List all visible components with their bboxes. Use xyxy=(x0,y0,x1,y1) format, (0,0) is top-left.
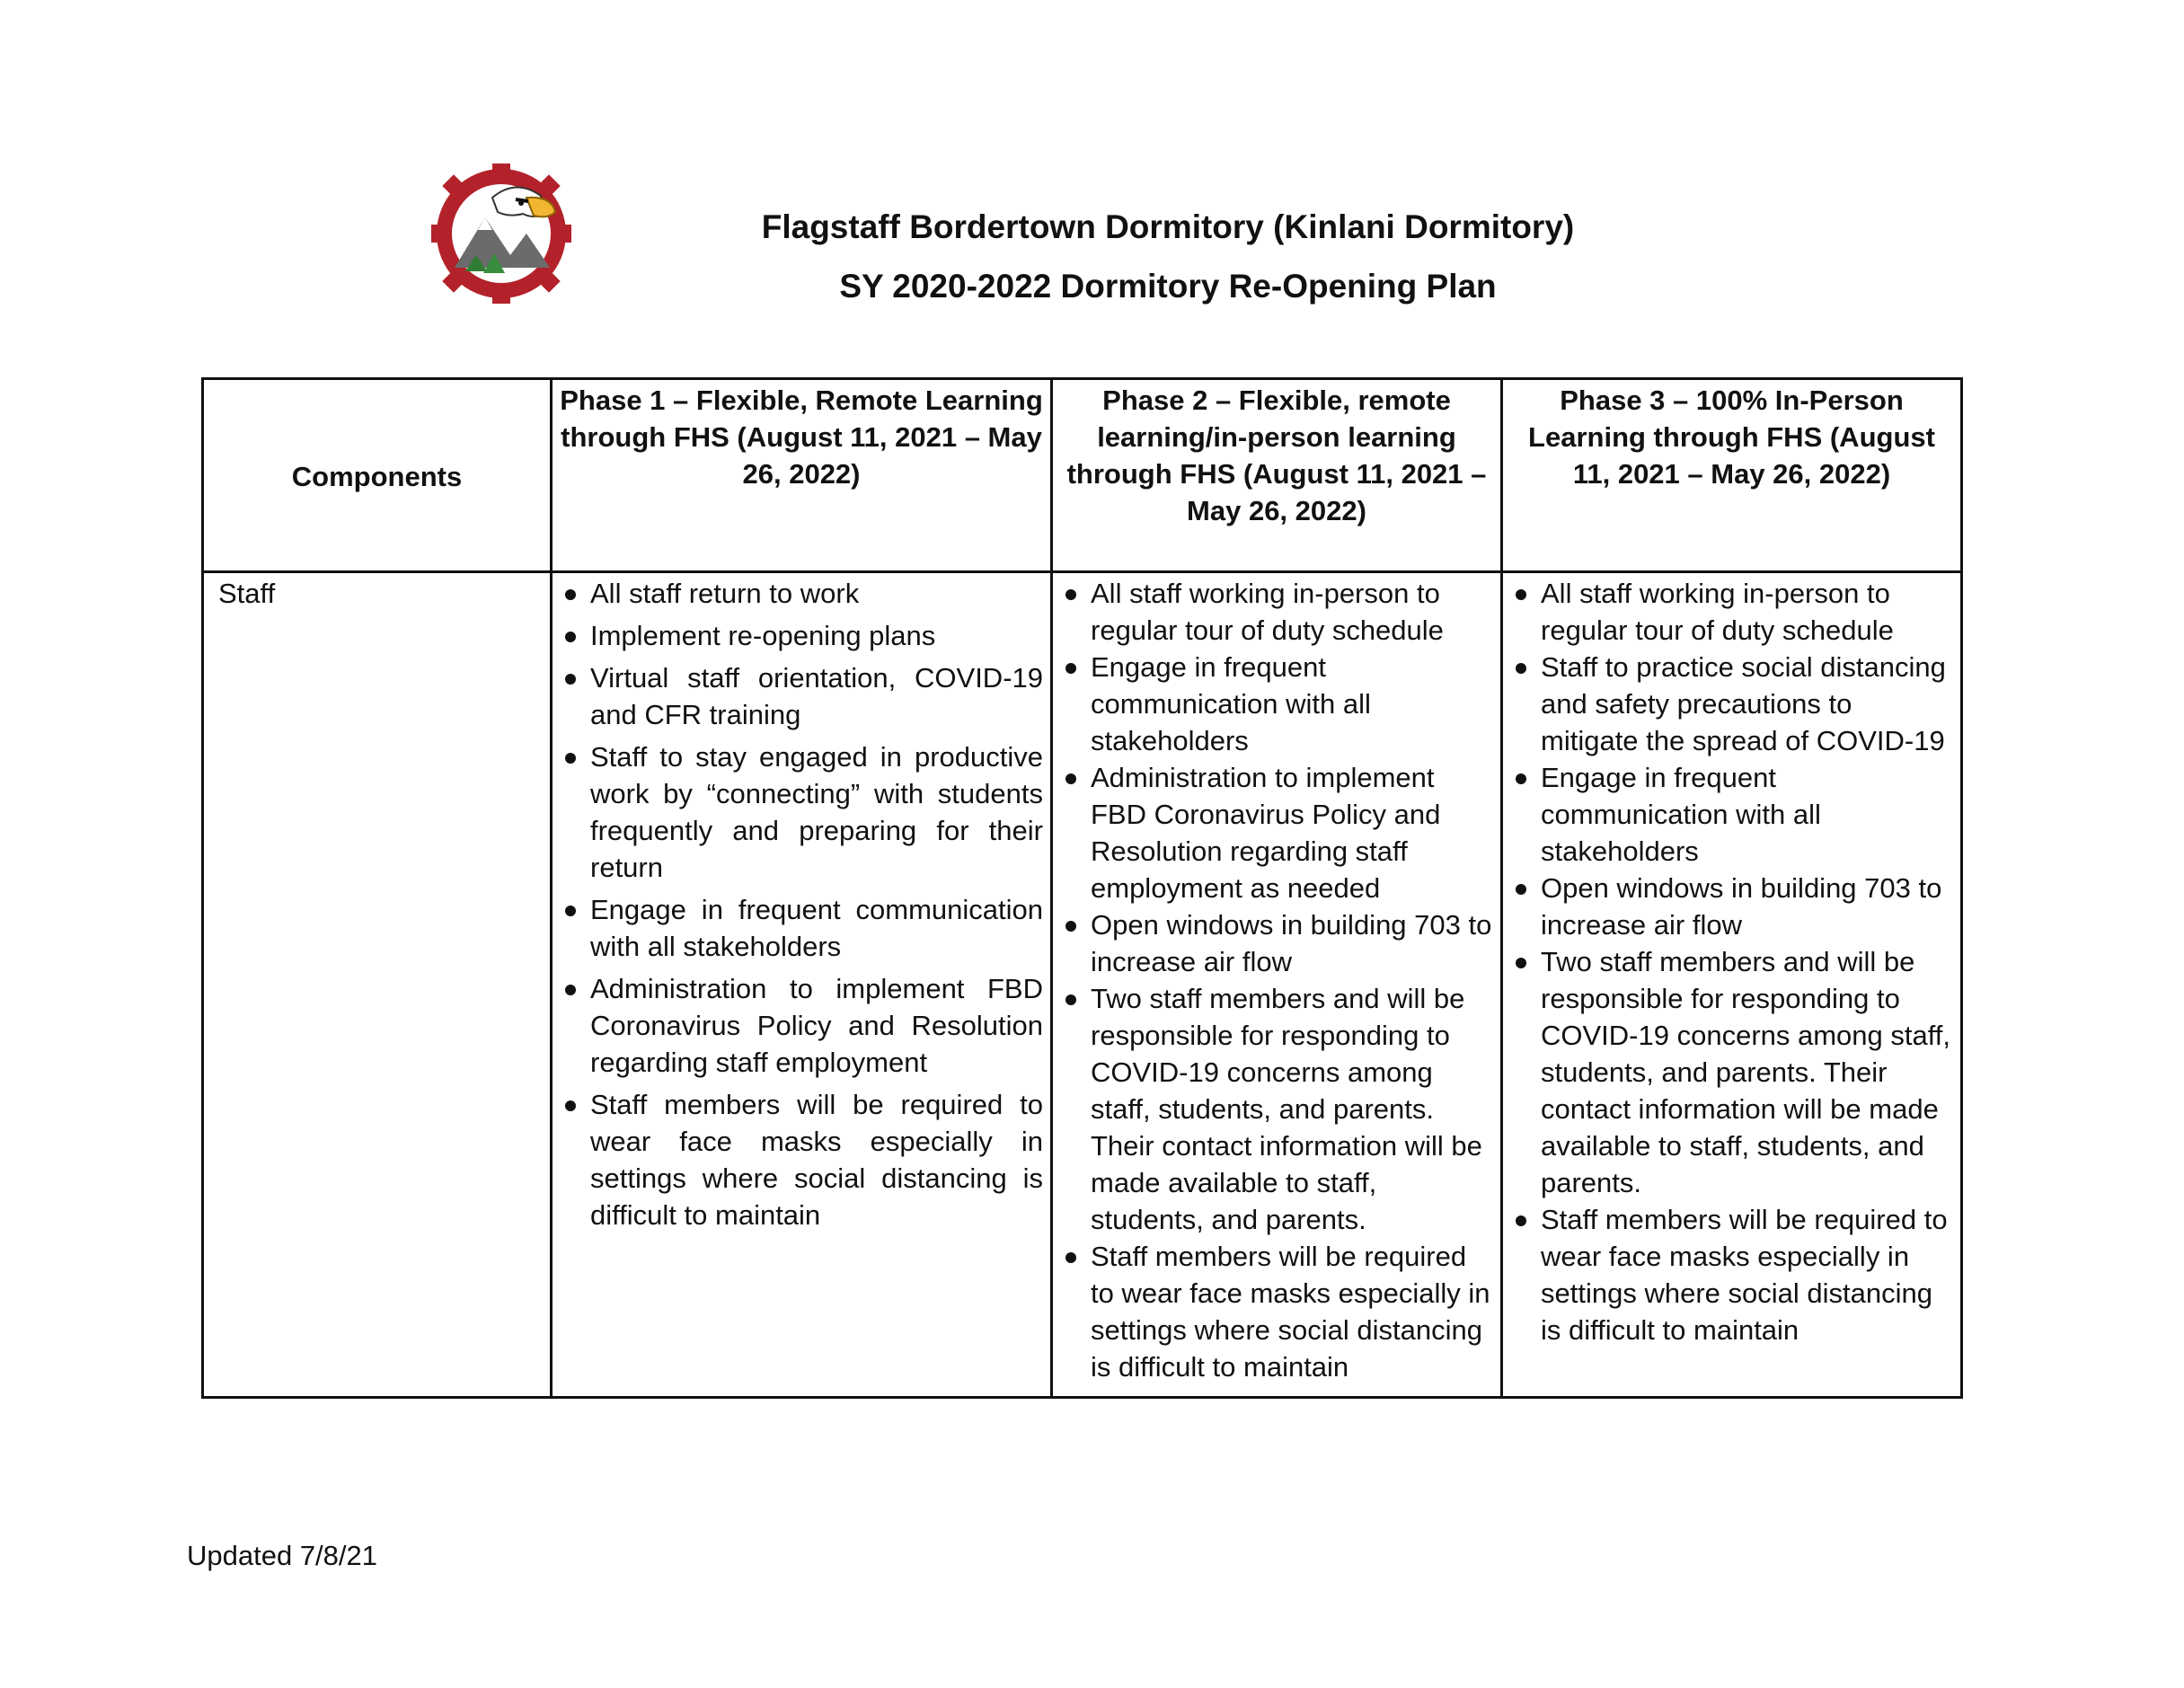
column-header-components: Components xyxy=(203,379,552,572)
list-item: Administration to implement FBD Coronavirus Policy and Resolution regarding staff employment as needed xyxy=(1053,759,1493,906)
list-item: Staff members will be required to wear face masks especially in settings where social distancing is difficult to maintain xyxy=(1503,1201,1953,1348)
updated-date: Updated 7/8/21 xyxy=(187,1540,378,1571)
list-item: Engage in frequent communication with all stakeholders xyxy=(553,891,1043,965)
list-item: Staff members will be required to wear face masks especially in settings where social distancing is difficult to maintain xyxy=(1053,1238,1493,1385)
eagle-logo xyxy=(429,162,573,305)
list-item: Two staff members and will be responsible for responding to COVID-19 concerns among staff, students, and parents. Their contact information will be made available to staff, students, and parents. xyxy=(1053,980,1493,1238)
list-item: All staff working in-person to regular tour of duty schedule xyxy=(1053,575,1493,649)
phase-2-cell xyxy=(1052,572,1502,1398)
list-item: All staff return to work xyxy=(553,575,1043,612)
column-header-phase-3: Phase 3 – 100% In-Person Learning through FHS (August 11, 2021 – May 26, 2022) xyxy=(1502,379,1962,572)
list-item: Staff to practice social distancing and safety precautions to mitigate the spread of COVID-19 xyxy=(1503,649,1953,759)
list-item: Staff to stay engaged in productive work by “connecting” with students frequently and preparing for their return xyxy=(553,738,1043,886)
phase-1-cell xyxy=(552,572,1052,1398)
list-item: Open windows in building 703 to increase air flow xyxy=(1053,906,1493,980)
column-header-phase-1: Phase 1 – Flexible, Remote Learning through FHS (August 11, 2021 – May 26, 2022) xyxy=(552,379,1052,572)
list-item: Administration to implement FBD Coronavirus Policy and Resolution regarding staff employment xyxy=(553,970,1043,1081)
list-item: Implement re-opening plans xyxy=(553,617,1043,654)
list-item: Staff members will be required to wear face masks especially in settings where social distancing is difficult to maintain xyxy=(553,1086,1043,1233)
list-item: Virtual staff orientation, COVID-19 and CFR training xyxy=(553,659,1043,733)
reopening-plan-table xyxy=(201,377,1963,1399)
list-item: Open windows in building 703 to increase air flow xyxy=(1503,870,1953,943)
phase-3-cell xyxy=(1502,572,1962,1398)
list-item: All staff working in-person to regular tour of duty schedule xyxy=(1503,575,1953,649)
list-item: Engage in frequent communication with all stakeholders xyxy=(1503,759,1953,870)
list-item: Two staff members and will be responsible for responding to COVID-19 concerns among staff, students, and parents. Their contact information will be made available to staff, students, and parents. xyxy=(1503,943,1953,1201)
table-header-row xyxy=(203,379,1962,572)
component-label: Staff xyxy=(203,572,552,1398)
page-title: Flagstaff Bordertown Dormitory (Kinlani Dormitory) xyxy=(761,208,1575,245)
page-subtitle: SY 2020-2022 Dormitory Re-Opening Plan xyxy=(839,268,1497,305)
column-header-phase-2: Phase 2 – Flexible, remote learning/in-person learning through FHS (August 11, 2021 – May 26, 2022) xyxy=(1052,379,1502,572)
table-row xyxy=(203,572,1962,1398)
list-item: Engage in frequent communication with all stakeholders xyxy=(1053,649,1493,759)
